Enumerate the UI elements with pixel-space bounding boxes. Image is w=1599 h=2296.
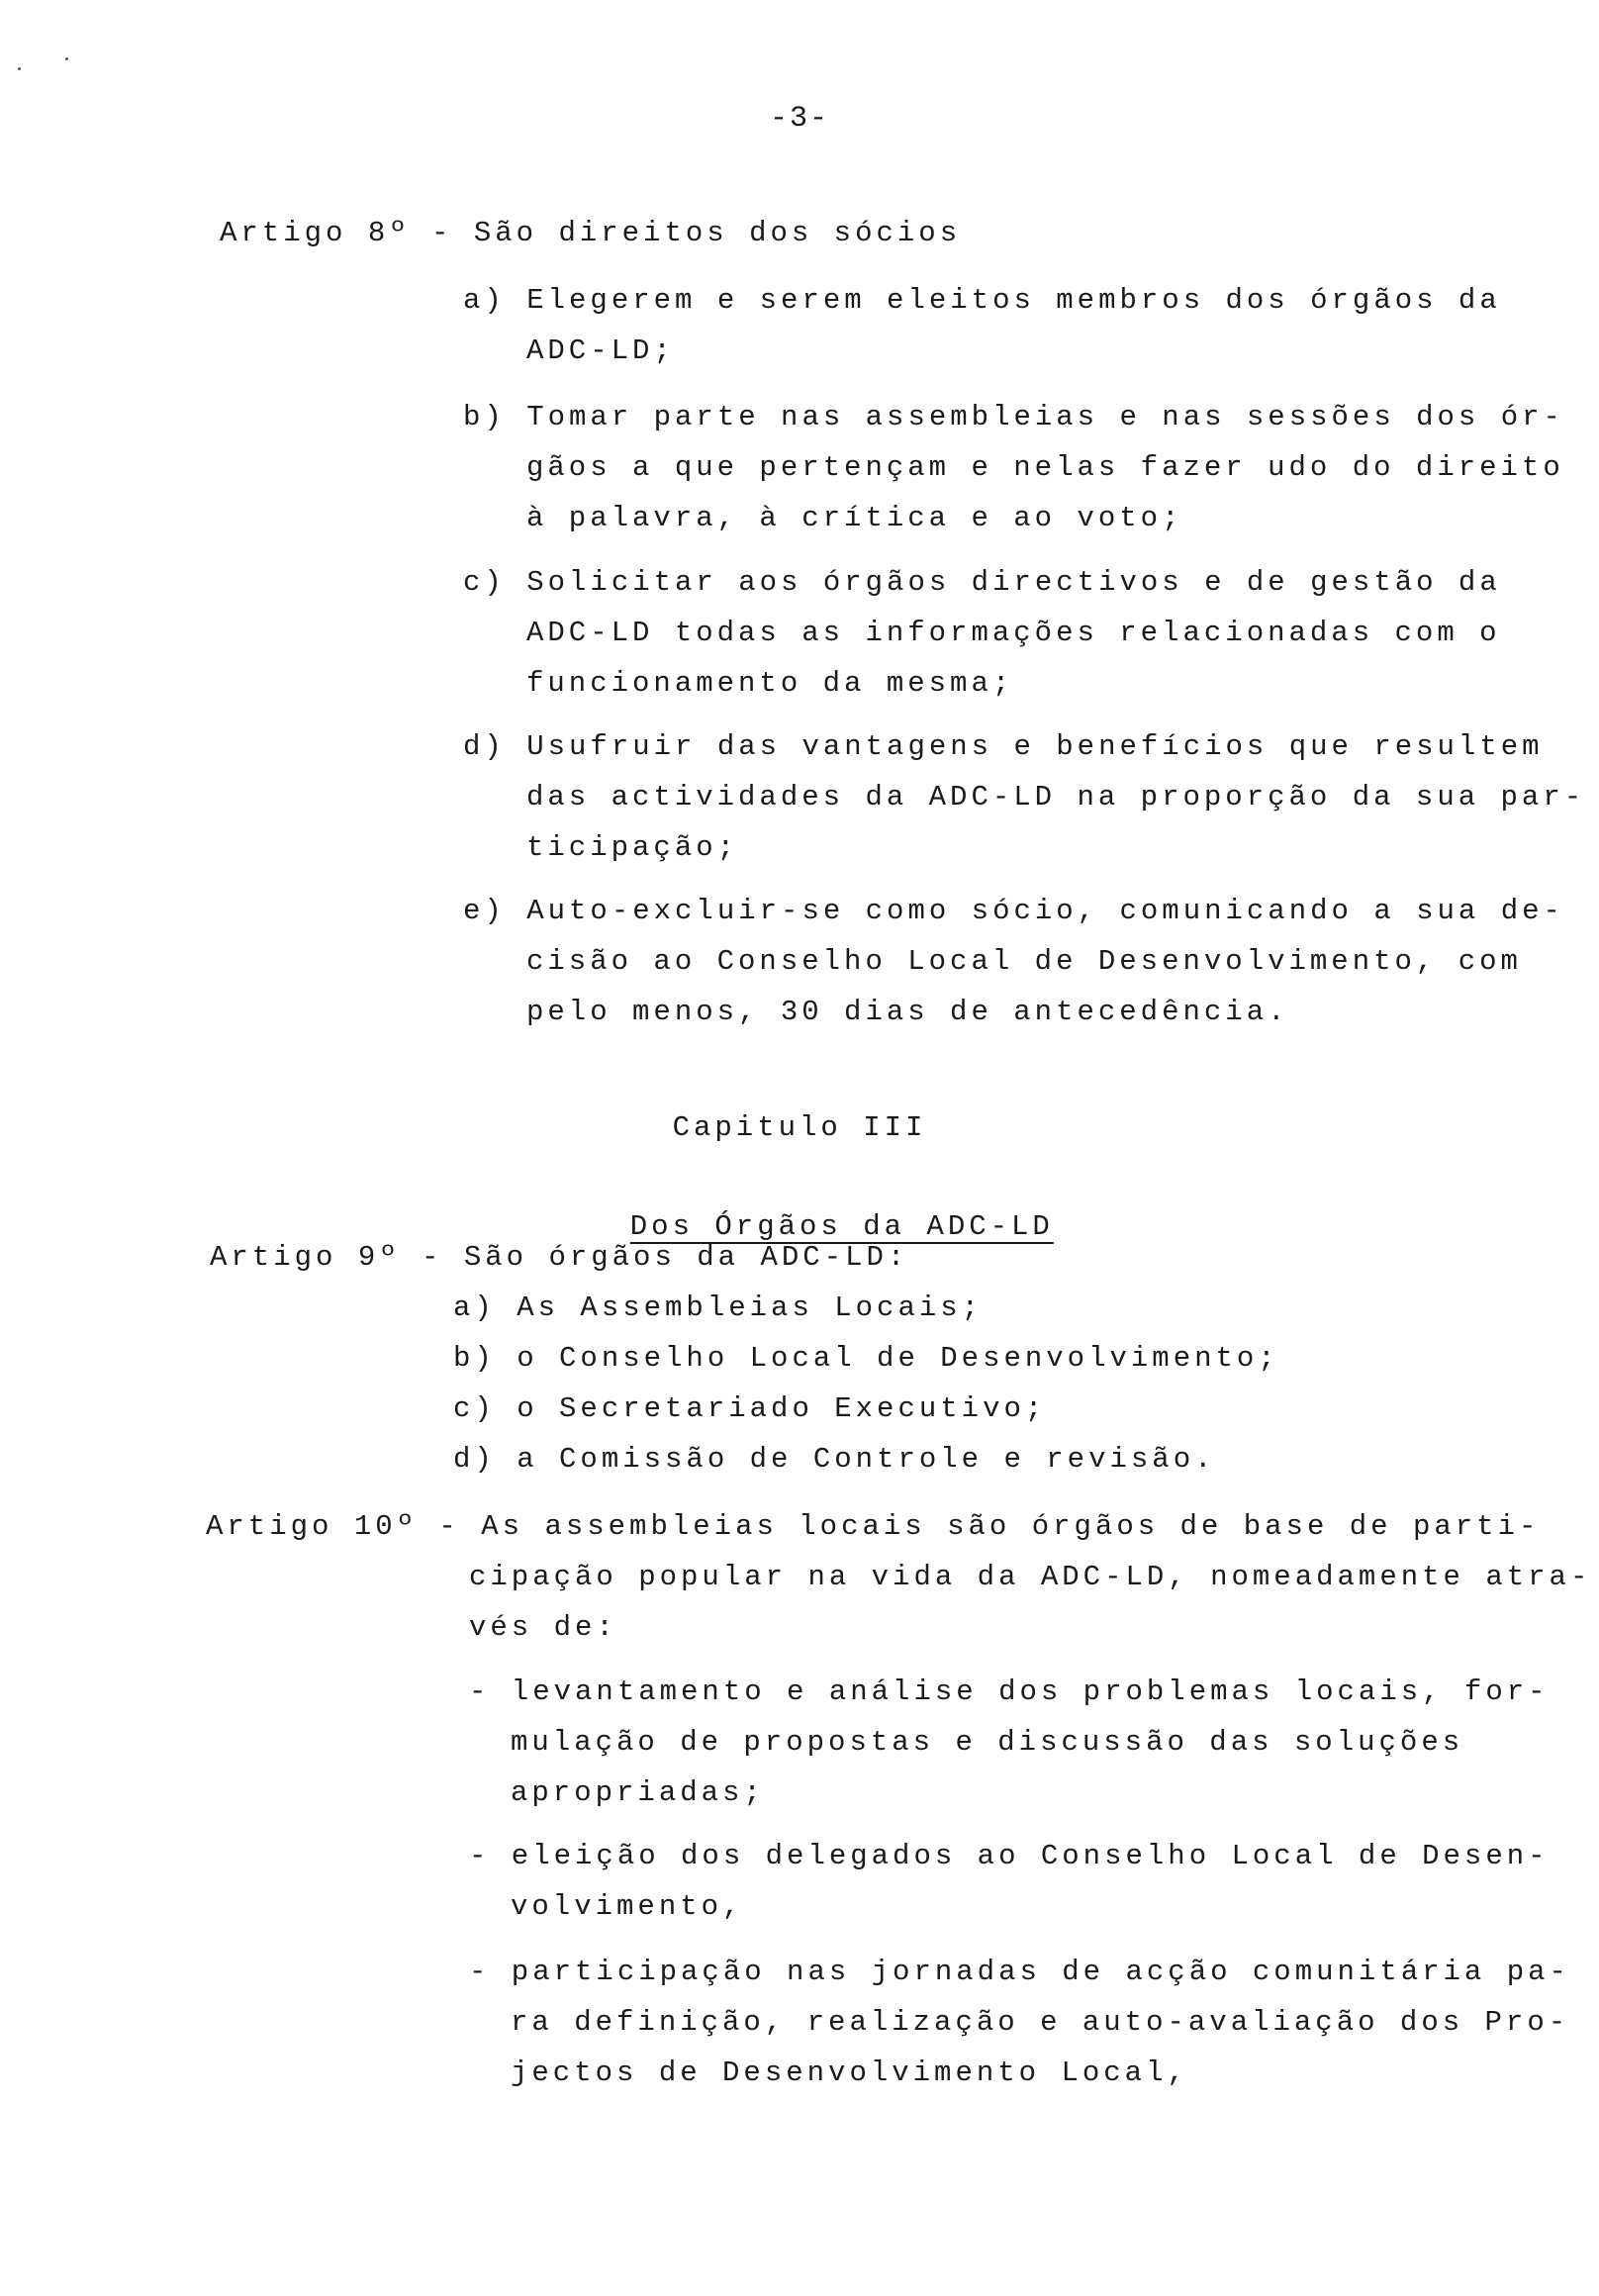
article-9-item-a: a) As Assembleias Locais; xyxy=(453,1292,984,1324)
chapter-title-text: Dos Órgãos da ADC-LD xyxy=(629,1210,1054,1243)
chapter-number: Capitulo III xyxy=(672,1111,927,1144)
article-10-item-3-line-3: jectos de Desenvolvimento Local, xyxy=(511,2057,1188,2089)
article-8-item-b-line-2: gãos a que pertençam e nelas fazer udo do direito xyxy=(526,451,1564,484)
article-10-item-1-line-2: mulação de propostas e discussão das soluções xyxy=(511,1726,1464,1759)
article-10-item-2-line-2: volvimento, xyxy=(511,1890,744,1923)
article-10-continuation-line-2: vés de: xyxy=(469,1611,617,1644)
article-8-item-e-line-2: cisão ao Conselho Local de Desenvolvimento, com xyxy=(526,945,1522,978)
article-10-item-3-line-2: ra definição, realização e auto-avaliação dos Pro- xyxy=(511,2006,1570,2039)
article-8-item-a-line-2: ADC-LD; xyxy=(526,335,675,367)
article-8-item-c-line-3: funcionamento da mesma; xyxy=(526,667,1014,700)
article-8-item-a-line-1: a) Elegerem e serem eleitos membros dos órgãos da xyxy=(463,284,1501,317)
scan-speck xyxy=(65,57,68,60)
article-8-item-e-line-3: pelo menos, 30 dias de antecedência. xyxy=(526,996,1289,1028)
article-8-item-b-line-1: b) Tomar parte nas assembleias e nas sessões dos ór- xyxy=(463,401,1564,433)
article-8-item-e-line-1: e) Auto-excluir-se como sócio, comunicando a sua de- xyxy=(463,895,1564,927)
article-9-item-b: b) o Conselho Local de Desenvolvimento; xyxy=(453,1342,1279,1375)
article-8-item-d-line-3: ticipação; xyxy=(526,831,739,864)
article-10-item-1-line-1: - levantamento e análise dos problemas locais, for- xyxy=(469,1675,1550,1708)
article-8-item-c-line-2: ADC-LD todas as informações relacionadas com o xyxy=(526,617,1501,649)
article-10-item-2-line-1: - eleição dos delegados ao Conselho Local de Desen- xyxy=(469,1840,1550,1872)
article-10-item-1-line-3: apropriadas; xyxy=(511,1776,765,1809)
article-8-item-b-line-3: à palavra, à crítica e ao voto; xyxy=(526,502,1183,534)
article-9-item-d: d) a Comissão de Controle e revisão. xyxy=(453,1443,1216,1476)
article-8-item-d-line-1: d) Usufruir das vantagens e benefícios que resultem xyxy=(463,730,1544,763)
scan-speck xyxy=(18,67,21,70)
article-8-item-d-line-2: das actividades da ADC-LD na proporção da sua par- xyxy=(526,781,1586,813)
article-10-continuation-line-1: cipação popular na vida da ADC-LD, nomeadamente atra- xyxy=(469,1561,1592,1593)
article-10-heading: Artigo 10º - As assembleias locais são órgãos de base de parti- xyxy=(206,1510,1541,1543)
article-10-item-3-line-1: - participação nas jornadas de acção comunitária pa- xyxy=(469,1956,1570,1988)
article-8-item-c-line-1: c) Solicitar aos órgãos directivos e de gestão da xyxy=(463,566,1501,599)
page-number: -3- xyxy=(769,102,829,136)
article-9-heading: Artigo 9º - São órgãos da ADC-LD: xyxy=(210,1241,909,1274)
article-9-item-c: c) o Secretariado Executivo; xyxy=(453,1392,1047,1425)
article-8-heading: Artigo 8º - São direitos dos sócios xyxy=(220,217,962,249)
